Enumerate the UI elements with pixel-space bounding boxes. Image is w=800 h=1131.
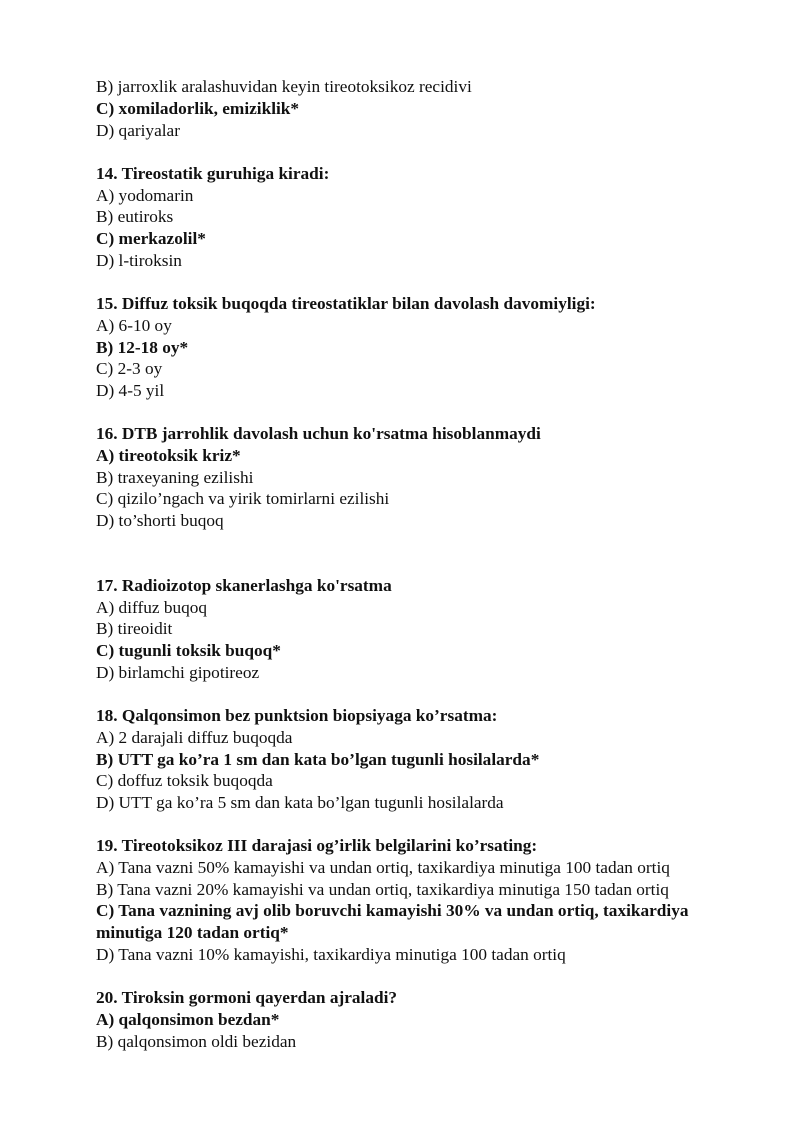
q18-option-c: C) doffuz toksik buqoqda [96,771,273,790]
q19-option-d: D) Tana vazni 10% kamayishi, taxikardiya minutiga 100 tadan ortiq [96,945,566,964]
q14-title: 14. Tireostatik guruhiga kiradi: [96,164,330,183]
q14-option-c-correct: C) merkazolil* [96,229,206,248]
q20-title: 20. Tiroksin gormoni qayerdan ajraladi? [96,988,398,1007]
q16-title: 16. DTB jarrohlik davolash uchun ko'rsatma hisoblanmaydi [96,424,541,443]
q20-option-a-correct: A) qalqonsimon bezdan* [96,1010,280,1029]
q18-title: 18. Qalqonsimon bez punktsion biopsiyaga ko’rsatma: [96,706,498,725]
q14-option-b: B) eutiroks [96,207,174,226]
q18-option-a: A) 2 darajali diffuz buqoqda [96,728,293,747]
q16-option-a-correct: A) tireotoksik kriz* [96,446,241,465]
q18-option-b-correct: B) UTT ga ko’ra 1 sm dan kata bo’lgan tugunli hosilalarda* [96,750,540,769]
q15-option-a: A) 6-10 oy [96,316,172,335]
q19-option-c-correct: C) Tana vaznining avj olib boruvchi kamayishi 30% va undan ortiq, taxikardiya minutiga 120 tadan ortiq* [96,901,689,942]
q14-option-a: A) yodomarin [96,186,194,205]
q16-option-b: B) traxeyaning ezilishi [96,468,254,487]
q14-option-d: D) l-tiroksin [96,251,182,270]
q13-option-b: B) jarroxlik aralashuvidan keyin tireotoksikoz recidivi [96,77,472,96]
q19-title: 19. Tireotoksikoz III darajasi og’irlik belgilarini ko’rsating: [96,836,538,855]
q17-title: 17. Radioizotop skanerlashga ko'rsatma [96,576,392,595]
q16-option-c: C) qizilo’ngach va yirik tomirlarni ezilishi [96,489,390,508]
q19-option-a: A) Tana vazni 50% kamayishi va undan ortiq, taxikardiya minutiga 100 tadan ortiq [96,858,670,877]
q15-option-d: D) 4-5 yil [96,381,165,400]
q13-option-c-correct: C) xomiladorlik, emiziklik* [96,99,300,118]
q17-option-b: B) tireoidit [96,619,173,638]
q19-option-b: B) Tana vazni 20% kamayishi va undan ortiq, taxikardiya minutiga 150 tadan ortiq [96,880,669,899]
q17-option-a: A) diffuz buqoq [96,598,208,617]
q17-option-c-correct: C) tugunli toksik buqoq* [96,641,281,660]
q15-option-c: C) 2-3 oy [96,359,163,378]
q16-option-d: D) to’shorti buqoq [96,511,224,530]
q15-option-b-correct: B) 12-18 oy* [96,338,189,357]
q13-option-d: D) qariyalar [96,121,180,140]
q18-option-d: D) UTT ga ko’ra 5 sm dan kata bo’lgan tugunli hosilalarda [96,793,504,812]
q20-option-b: B) qalqonsimon oldi bezidan [96,1032,297,1051]
q15-title: 15. Diffuz toksik buqoqda tireostatiklar bilan davolash davomiyligi: [96,294,596,313]
q17-option-d: D) birlamchi gipotireoz [96,663,260,682]
